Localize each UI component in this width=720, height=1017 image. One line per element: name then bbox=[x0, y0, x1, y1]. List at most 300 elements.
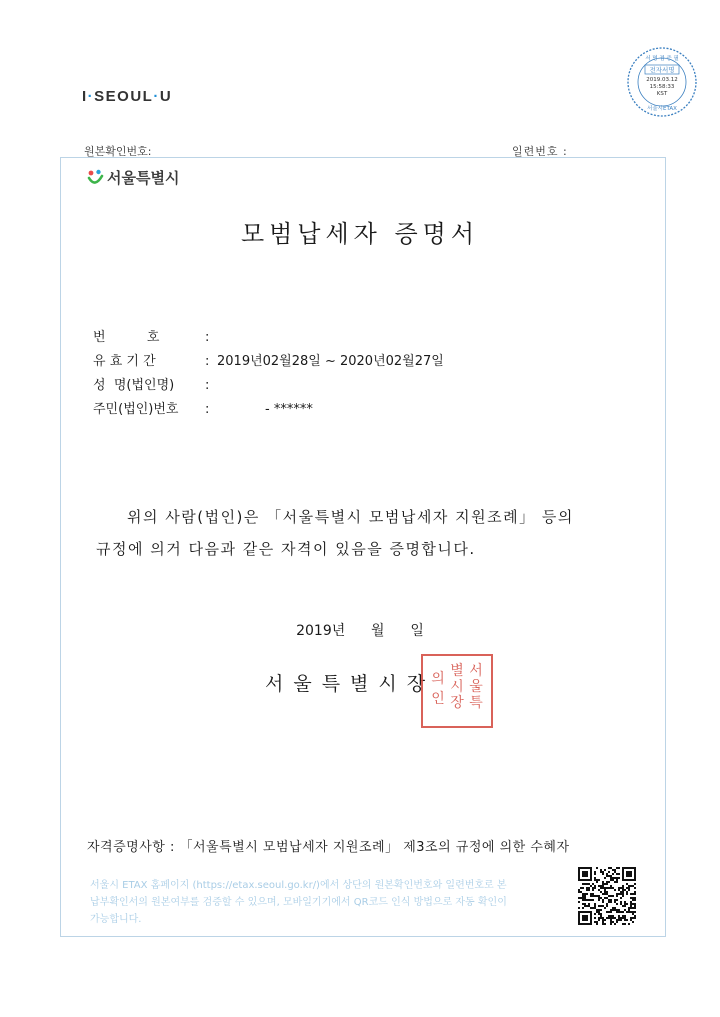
issuer-name: 서울특별시장 bbox=[265, 673, 436, 695]
qr-module bbox=[602, 871, 604, 873]
qr-module bbox=[632, 899, 634, 901]
qr-module bbox=[580, 911, 582, 913]
qr-module bbox=[626, 893, 628, 895]
qr-module bbox=[582, 919, 584, 921]
official-seal bbox=[420, 653, 494, 729]
qr-module bbox=[580, 897, 582, 899]
qr-module bbox=[582, 887, 584, 889]
stamp-esign-text: 전자서명 bbox=[649, 66, 675, 74]
qr-module bbox=[610, 877, 612, 879]
qr-module bbox=[620, 891, 622, 893]
qr-module bbox=[622, 889, 624, 891]
qr-module bbox=[594, 907, 596, 909]
qr-module bbox=[600, 913, 602, 915]
qr-module bbox=[582, 879, 584, 881]
qualification-statement: 자격증명사항 : 「서울특별시 모범납세자 지원조례」 제3조의 규정에 의한 수혜자 bbox=[87, 840, 570, 855]
qr-module bbox=[606, 905, 608, 907]
qr-module bbox=[618, 919, 620, 921]
qr-module bbox=[610, 919, 612, 921]
qr-module bbox=[614, 869, 616, 871]
qr-module bbox=[590, 885, 592, 887]
qr-module bbox=[602, 919, 604, 921]
qr-module bbox=[594, 879, 596, 881]
qr-module bbox=[614, 899, 616, 901]
qr-module bbox=[624, 915, 626, 917]
qr-module bbox=[618, 873, 620, 875]
qr-module bbox=[616, 879, 618, 881]
qr-module bbox=[584, 867, 586, 869]
qr-module bbox=[634, 917, 636, 919]
qr-module bbox=[582, 867, 584, 869]
qr-module bbox=[586, 899, 588, 901]
qr-module bbox=[586, 873, 588, 875]
qr-module bbox=[614, 923, 616, 925]
qr-module bbox=[586, 911, 588, 913]
qr-module bbox=[590, 869, 592, 871]
qr-module bbox=[624, 879, 626, 881]
qr-module bbox=[578, 907, 580, 909]
qr-module bbox=[620, 911, 622, 913]
qr-module bbox=[634, 875, 636, 877]
qr-module bbox=[616, 899, 618, 901]
qr-module bbox=[616, 903, 618, 905]
qr-module bbox=[586, 923, 588, 925]
qr-module bbox=[632, 913, 634, 915]
qr-module bbox=[608, 915, 610, 917]
qr-module bbox=[628, 885, 630, 887]
qr-module bbox=[588, 867, 590, 869]
qr-module bbox=[624, 917, 626, 919]
qr-module bbox=[594, 873, 596, 875]
qr-module bbox=[596, 911, 598, 913]
qr-module bbox=[608, 917, 610, 919]
qr-module bbox=[580, 891, 582, 893]
qr-module bbox=[620, 897, 622, 899]
qr-module bbox=[634, 903, 636, 905]
qr-module bbox=[622, 879, 624, 881]
qr-module bbox=[586, 919, 588, 921]
qr-module bbox=[602, 873, 604, 875]
seoul-city-logo-text: 서울특별시 bbox=[107, 169, 180, 187]
qr-module bbox=[632, 885, 634, 887]
qr-module bbox=[618, 867, 620, 869]
seoul-city-logo-icon bbox=[86, 168, 104, 188]
qr-module bbox=[582, 895, 584, 897]
qr-module bbox=[586, 883, 588, 885]
qr-module bbox=[604, 919, 606, 921]
qr-module bbox=[604, 889, 606, 891]
qr-module bbox=[634, 915, 636, 917]
qr-module bbox=[628, 875, 630, 877]
qr-module bbox=[614, 881, 616, 883]
qr-module bbox=[590, 923, 592, 925]
qr-module bbox=[622, 923, 624, 925]
qr-module bbox=[580, 879, 582, 881]
qr-module bbox=[588, 903, 590, 905]
field-registration-value: - ****** bbox=[265, 402, 313, 417]
qr-module bbox=[578, 923, 580, 925]
qr-module bbox=[626, 891, 628, 893]
qr-module bbox=[600, 891, 602, 893]
qr-module bbox=[634, 891, 636, 893]
qr-module bbox=[604, 923, 606, 925]
qr-module bbox=[596, 909, 598, 911]
qr-module bbox=[616, 877, 618, 879]
qr-module bbox=[632, 907, 634, 909]
qr-module bbox=[622, 891, 624, 893]
qr-module bbox=[620, 887, 622, 889]
qr-module bbox=[582, 917, 584, 919]
verification-notice: 서울시 ETAX 홈페이지 (https://etax.seoul.go.kr/)에서 상단의 원본확인번호와 일련번호로 본 납부확인서의 원본여부를 검증할 수 있으며, 모바일기기에서 QR코드 인식 방법으로 자동 확인이 가능합니다. bbox=[90, 880, 507, 925]
qr-module bbox=[626, 871, 628, 873]
qr-module bbox=[630, 907, 632, 909]
field-validity: 유 효 기 간 : 2019년02월28일 ~ 2020년02월27일 bbox=[93, 350, 444, 369]
seoul-city-logo bbox=[86, 167, 179, 188]
field-registration: 주민(법인)번호 : - ****** bbox=[93, 398, 313, 417]
qr-module bbox=[578, 915, 580, 917]
qr-module bbox=[596, 895, 598, 897]
qr-code[interactable] bbox=[578, 867, 636, 925]
qr-module bbox=[628, 867, 630, 869]
qr-module bbox=[628, 873, 630, 875]
qr-module bbox=[580, 923, 582, 925]
qr-module bbox=[626, 887, 628, 889]
qr-module bbox=[634, 905, 636, 907]
qr-module bbox=[588, 879, 590, 881]
etax-verification-stamp bbox=[626, 46, 698, 118]
qr-module bbox=[602, 881, 604, 883]
brand-i: I bbox=[82, 88, 88, 105]
qr-module bbox=[626, 875, 628, 877]
qr-module bbox=[634, 907, 636, 909]
qr-module bbox=[616, 919, 618, 921]
qr-module bbox=[634, 869, 636, 871]
qr-module bbox=[596, 923, 598, 925]
qr-module bbox=[594, 877, 596, 879]
qr-module bbox=[588, 889, 590, 891]
seal-char-6: 장 bbox=[450, 695, 464, 711]
qr-module bbox=[598, 909, 600, 911]
qr-module bbox=[600, 917, 602, 919]
qr-module bbox=[600, 905, 602, 907]
qr-module bbox=[588, 887, 590, 889]
qr-module bbox=[628, 871, 630, 873]
qr-module bbox=[594, 885, 596, 887]
qr-module bbox=[596, 879, 598, 881]
qr-module bbox=[606, 903, 608, 905]
qr-module bbox=[578, 897, 580, 899]
qr-module bbox=[586, 905, 588, 907]
field-number: 번 호 : bbox=[93, 326, 217, 345]
qr-module bbox=[584, 903, 586, 905]
qr-module bbox=[626, 873, 628, 875]
qr-module bbox=[602, 921, 604, 923]
qr-module bbox=[582, 873, 584, 875]
qr-module bbox=[612, 877, 614, 879]
qr-module bbox=[594, 871, 596, 873]
original-confirmation-number-label: 원본확인번호: bbox=[84, 145, 152, 158]
qr-module bbox=[606, 881, 608, 883]
qr-module bbox=[622, 877, 624, 879]
qr-module bbox=[584, 905, 586, 907]
qr-module bbox=[630, 911, 632, 913]
qr-module bbox=[610, 911, 612, 913]
qr-module bbox=[606, 873, 608, 875]
qr-module bbox=[590, 879, 592, 881]
qr-module bbox=[592, 895, 594, 897]
qr-module bbox=[616, 921, 618, 923]
qr-module bbox=[598, 913, 600, 915]
qr-module bbox=[612, 869, 614, 871]
stamp-tz: KST bbox=[656, 91, 668, 97]
qr-module bbox=[634, 873, 636, 875]
qr-module bbox=[598, 917, 600, 919]
qr-module bbox=[610, 895, 612, 897]
seal-char-1: 서 bbox=[469, 663, 483, 679]
qr-module bbox=[634, 867, 636, 869]
qr-module bbox=[600, 909, 602, 911]
qr-module bbox=[578, 877, 580, 879]
qr-module bbox=[606, 911, 608, 913]
qr-module bbox=[598, 889, 600, 891]
qr-module bbox=[592, 899, 594, 901]
qr-module bbox=[602, 885, 604, 887]
issue-date: 2019년 월 일 bbox=[296, 623, 424, 639]
qr-module bbox=[602, 899, 604, 901]
qr-module bbox=[598, 895, 600, 897]
qr-module bbox=[604, 897, 606, 899]
qr-module bbox=[632, 867, 634, 869]
qr-module bbox=[622, 893, 624, 895]
qr-module bbox=[628, 911, 630, 913]
qr-module bbox=[616, 909, 618, 911]
qr-module bbox=[590, 913, 592, 915]
qr-module bbox=[628, 887, 630, 889]
qr-module bbox=[582, 923, 584, 925]
qr-module bbox=[590, 895, 592, 897]
qr-module bbox=[594, 905, 596, 907]
qr-module bbox=[632, 893, 634, 895]
qr-module bbox=[590, 911, 592, 913]
stamp-bottom-text: 서울시ETAX bbox=[647, 106, 677, 112]
qr-module bbox=[590, 873, 592, 875]
qr-module bbox=[616, 911, 618, 913]
qr-module bbox=[630, 867, 632, 869]
qr-module bbox=[592, 887, 594, 889]
qr-module bbox=[618, 889, 620, 891]
qr-module bbox=[582, 907, 584, 909]
certificate-title: 모범납세자 증명서 bbox=[240, 220, 480, 248]
qr-module bbox=[606, 883, 608, 885]
qr-module bbox=[608, 895, 610, 897]
qr-module bbox=[602, 887, 604, 889]
body-text-line-2: 규정에 의거 다음과 같은 자격이 있음을 증명합니다. bbox=[96, 540, 476, 558]
qr-module bbox=[600, 885, 602, 887]
qr-module bbox=[600, 897, 602, 899]
qr-module bbox=[634, 893, 636, 895]
qr-module bbox=[620, 893, 622, 895]
qr-module bbox=[624, 905, 626, 907]
qr-module bbox=[610, 901, 612, 903]
qr-module bbox=[630, 879, 632, 881]
qr-module bbox=[610, 887, 612, 889]
qr-module bbox=[602, 905, 604, 907]
qr-module bbox=[588, 905, 590, 907]
qr-module bbox=[608, 901, 610, 903]
qr-module bbox=[578, 867, 580, 869]
qr-module bbox=[584, 883, 586, 885]
qr-module bbox=[598, 911, 600, 913]
qr-module bbox=[610, 867, 612, 869]
qr-module bbox=[584, 875, 586, 877]
qr-module bbox=[580, 867, 582, 869]
qr-module bbox=[586, 875, 588, 877]
qr-module bbox=[606, 875, 608, 877]
qr-module bbox=[586, 879, 588, 881]
qr-module bbox=[578, 871, 580, 873]
qr-module bbox=[578, 869, 580, 871]
qr-module bbox=[586, 917, 588, 919]
qr-module bbox=[634, 877, 636, 879]
brand-logo: I·SEOUL·U bbox=[82, 88, 173, 105]
qr-module bbox=[578, 911, 580, 913]
qr-module bbox=[618, 915, 620, 917]
seal-char-3: 특 bbox=[469, 695, 483, 711]
qr-module bbox=[596, 867, 598, 869]
qr-module bbox=[624, 903, 626, 905]
qr-module bbox=[592, 907, 594, 909]
qr-module bbox=[622, 875, 624, 877]
qr-module bbox=[614, 901, 616, 903]
qr-module bbox=[622, 915, 624, 917]
qr-module bbox=[594, 921, 596, 923]
qr-module bbox=[604, 869, 606, 871]
qr-module bbox=[624, 901, 626, 903]
qr-module bbox=[620, 917, 622, 919]
qr-module bbox=[594, 913, 596, 915]
qr-module bbox=[630, 873, 632, 875]
qr-module bbox=[594, 887, 596, 889]
qr-module bbox=[582, 897, 584, 899]
qr-module bbox=[602, 917, 604, 919]
qr-module bbox=[578, 919, 580, 921]
qr-module bbox=[616, 893, 618, 895]
qr-module bbox=[584, 873, 586, 875]
field-registration-label: 주민(법인)번호 bbox=[93, 402, 179, 417]
qr-module bbox=[590, 893, 592, 895]
qr-module bbox=[614, 907, 616, 909]
qr-module bbox=[632, 917, 634, 919]
qr-module bbox=[632, 911, 634, 913]
seal-char-5: 시 bbox=[450, 679, 464, 695]
qr-module bbox=[618, 917, 620, 919]
qr-module bbox=[622, 887, 624, 889]
qr-module bbox=[602, 923, 604, 925]
qr-module bbox=[578, 873, 580, 875]
qr-module bbox=[628, 907, 630, 909]
qr-module bbox=[626, 867, 628, 869]
qr-module bbox=[582, 883, 584, 885]
qr-module bbox=[634, 897, 636, 899]
qr-module bbox=[578, 889, 580, 891]
qr-module bbox=[582, 871, 584, 873]
qr-module bbox=[618, 877, 620, 879]
qr-module bbox=[634, 883, 636, 885]
qr-module bbox=[628, 909, 630, 911]
qr-module bbox=[622, 895, 624, 897]
qr-module bbox=[598, 905, 600, 907]
qr-module bbox=[598, 885, 600, 887]
qr-module bbox=[624, 867, 626, 869]
qr-module bbox=[634, 899, 636, 901]
qr-module bbox=[608, 899, 610, 901]
qr-module bbox=[596, 921, 598, 923]
qr-module bbox=[584, 895, 586, 897]
qr-module bbox=[604, 887, 606, 889]
qr-module bbox=[578, 879, 580, 881]
qr-module bbox=[602, 893, 604, 895]
qr-module bbox=[600, 869, 602, 871]
qr-module bbox=[592, 893, 594, 895]
qr-module bbox=[602, 901, 604, 903]
qr-module bbox=[624, 919, 626, 921]
qr-module bbox=[610, 879, 612, 881]
qr-module bbox=[590, 899, 592, 901]
qr-module bbox=[618, 893, 620, 895]
field-name: 성 명(법인명) : bbox=[93, 374, 217, 393]
qr-module bbox=[634, 879, 636, 881]
qr-module bbox=[600, 871, 602, 873]
qr-module bbox=[606, 893, 608, 895]
qr-module bbox=[586, 887, 588, 889]
qr-module bbox=[610, 917, 612, 919]
qr-module bbox=[604, 907, 606, 909]
qr-module bbox=[612, 921, 614, 923]
qr-module bbox=[630, 905, 632, 907]
qr-module bbox=[602, 883, 604, 885]
qr-module bbox=[582, 899, 584, 901]
qr-module bbox=[606, 897, 608, 899]
qr-module bbox=[622, 905, 624, 907]
qr-module bbox=[614, 917, 616, 919]
qr-module bbox=[578, 891, 580, 893]
qr-module bbox=[596, 881, 598, 883]
qr-module bbox=[630, 903, 632, 905]
qr-module bbox=[584, 879, 586, 881]
qr-module bbox=[590, 915, 592, 917]
seal-char-2: 울 bbox=[469, 679, 483, 695]
qr-module bbox=[610, 921, 612, 923]
serial-number-label: 일련번호 : bbox=[512, 145, 568, 158]
qr-module bbox=[584, 897, 586, 899]
field-name-label: 성 명(법인명) bbox=[93, 378, 175, 393]
qr-module bbox=[594, 903, 596, 905]
qr-module bbox=[582, 915, 584, 917]
qr-module bbox=[628, 879, 630, 881]
qr-module bbox=[614, 871, 616, 873]
qr-module bbox=[630, 871, 632, 873]
qr-module bbox=[620, 901, 622, 903]
seal-char-7: 의 bbox=[431, 671, 445, 687]
qr-module bbox=[590, 917, 592, 919]
qr-module bbox=[610, 915, 612, 917]
qr-module bbox=[630, 875, 632, 877]
qr-module bbox=[586, 893, 588, 895]
qr-module bbox=[584, 911, 586, 913]
qr-module bbox=[622, 917, 624, 919]
qr-module bbox=[582, 911, 584, 913]
qr-module bbox=[632, 903, 634, 905]
